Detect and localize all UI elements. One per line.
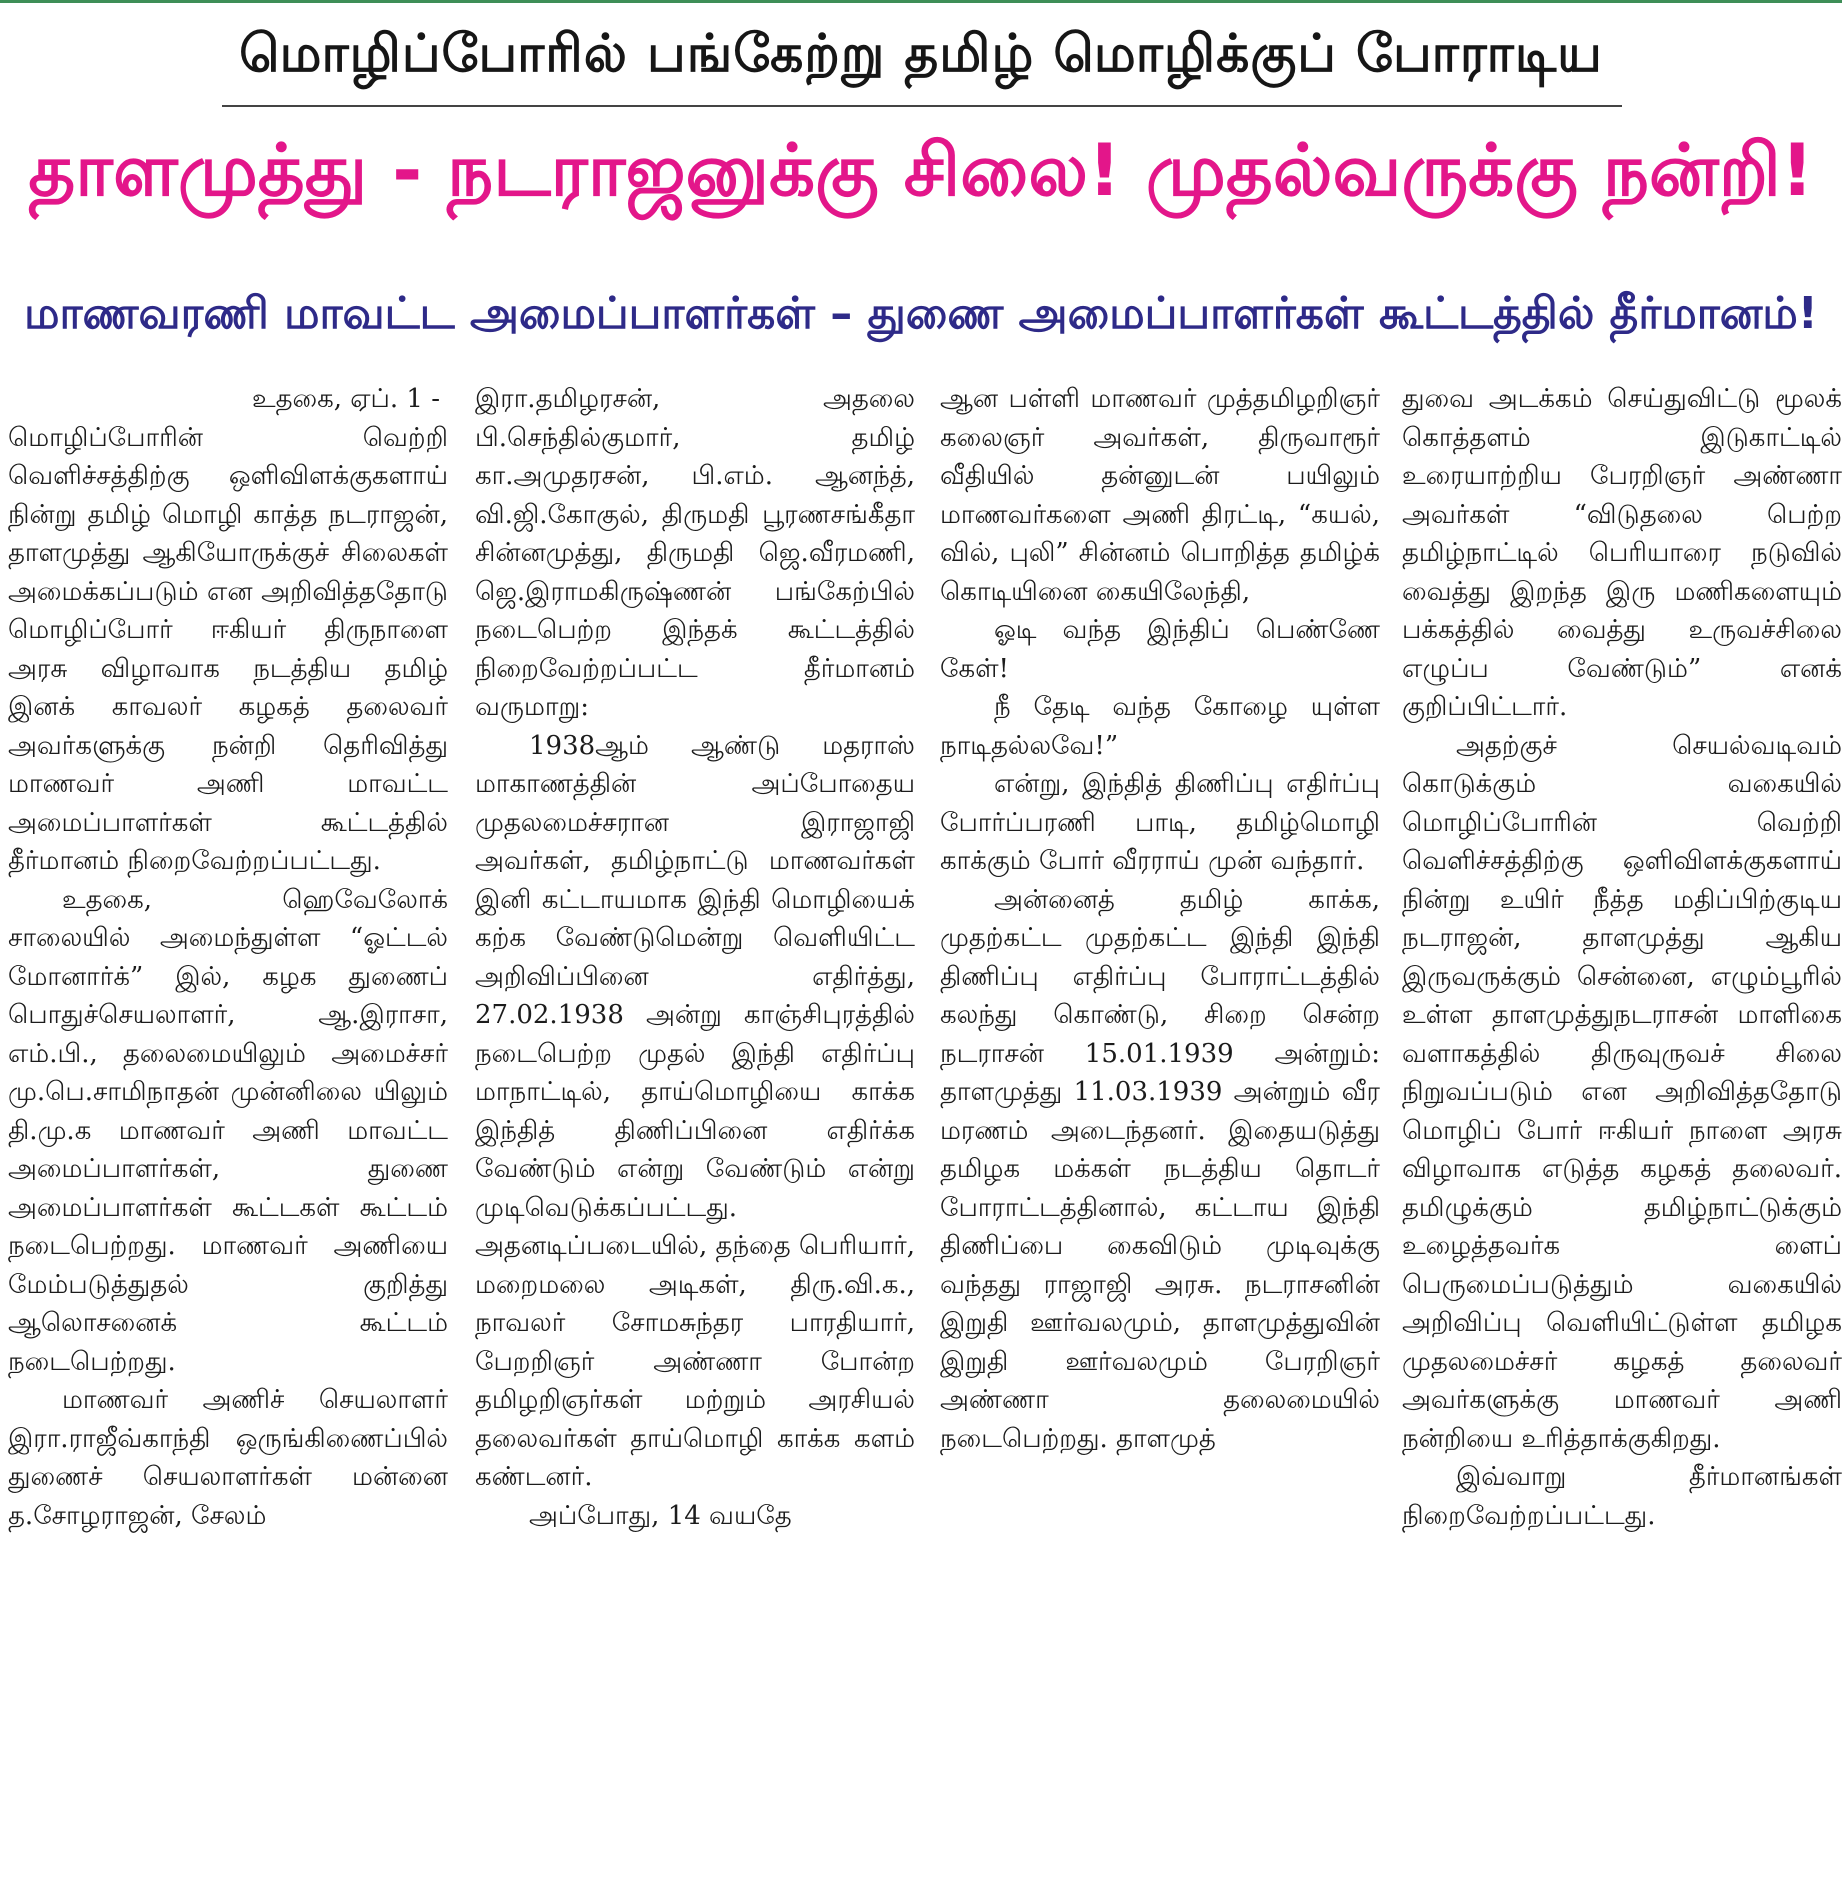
paragraph: மொழிப்போரின் வெற்றி வெளிச்சத்திற்கு ஒளிவிளக்குகளாய் நின்று தமிழ் மொழி காத்த நடராஜன், தாளமுத்து ஆகியோருக்குச் சிலைகள் அமைக்கப்படும் என அறிவித்ததோடு மொழிப்போர் ஈகியர் திருநாளை அரசு விழாவாக நடத்திய தமிழ் இனக் காவலர் கழகத் தலைவர் அவர்களுக்கு நன்றி தெரிவித்து மாணவர் அணி மாவட்ட அமைப்பாளர்கள் கூட்டத்தில் தீர்மானம் நிறைவேற்றப்பட்டது. — [8, 422, 448, 876]
paragraph: அன்னைத் தமிழ் காக்க, முதற்கட்ட முதற்கட்ட இந்தி இந்தி திணிப்பு எதிர்ப்பு போராட்டத்தில் கலந்து கொண்டு, சிறை சென்ற நடராசன் 15.01.1939 அன்றும்: தாளமுத்து 11.03.1939 அன்றும் வீர மரணம் அடைந்தனர். இதையடுத்து தமிழக மக்கள் நடத்திய தொடர் போராட்டத்தினால், கட்டாய இந்தி திணிப்பை கைவிடும் முடிவுக்கு வந்தது ராஜாஜி அரசு. நடராசனின் இறுதி ஊர்வலமும், தாளமுத்துவின் இறுதி ஊர்வலமும் பேரறிஞர் அண்ணா தலைமையில் நடைபெற்றது. தாளமுத் — [940, 884, 1380, 1454]
text-column-4 — [1402, 380, 1842, 1878]
text-column-2 — [475, 380, 915, 1878]
paragraph: 1938ஆம் ஆண்டு மதராஸ் மாகாணத்தின் அப்போதைய முதலமைச்சரான இராஜாஜி அவர்கள், தமிழ்நாட்டு மாணவர்கள் இனி கட்டாயமாக இந்தி மொழியைக் கற்க வேண்டுமென்று வெளியிட்ட அறிவிப்பினை எதிர்த்து, 27.02.1938 அன்று காஞ்சிபுரத்தில் நடைபெற்ற முதல் இந்தி எதிர்ப்பு மாநாட்டில், தாய்மொழியை காக்க இந்தித் திணிப்பினை எதிர்க்க வேண்டும் என்று வேண்டும் என்று முடிவெடுக்கப்பட்டது. அதனடிப்படையில், தந்தை பெரியார், மறைமலை அடிகள், திரு.வி.க., நாவலர் சோமசுந்தர பாரதியார், பேறறிஞர் அண்ணா போன்ற தமிழறிஞர்கள் மற்றும் அரசியல் தலைவர்கள் தாய்மொழி காக்க களம் கண்டனர். — [475, 730, 915, 1492]
paragraph: அப்போது, 14 வயதே — [529, 1500, 792, 1531]
text-column-1 — [8, 380, 448, 1878]
kicker-underline — [222, 105, 1622, 107]
paragraph: துவை அடக்கம் செய்துவிட்டு மூலக் கொத்தளம் இடுகாட்டில் உரையாற்றிய பேரறிஞர் அண்ணா அவர்கள் “விடுதலை பெற்ற தமிழ்நாட்டில் பெரியாரை நடுவில் வைத்து இறந்த இரு மணிகளையும் பக்கத்தில் வைத்து உருவச்சிலை எழுப்ப வேண்டும்” எனக் குறிப்பிட்டார். — [1402, 384, 1842, 722]
paragraph: ஓடி வந்த இந்திப் பெண்ணே கேள்! — [940, 615, 1380, 684]
paragraph: இவ்வாறு தீர்மானங்கள் நிறைவேற்றப்பட்டது. — [1402, 1462, 1842, 1531]
paragraph: உதகை, ஹெவேலோக் சாலையில் அமைந்துள்ள “ஓட்டல் மோனார்க்” இல், கழக துணைப் பொதுச்செயலாளர், ஆ.இராசா, எம்.பி., தலைமையிலும் அமைச்சர் மு.பெ.சாமிநாதன் முன்னிலை யிலும் தி.மு.க மாணவர் அணி மாவட்ட அமைப்பாளர்கள், துணை அமைப்பாளர்கள் கூட்டகள் கூட்டம் நடைபெற்றது. மாணவர் அணியை மேம்படுத்துதல் குறித்து ஆலொசனைக் கூட்டம் நடைபெற்றது. — [8, 884, 448, 1377]
paragraph: நீ தேடி வந்த கோழை யுள்ள நாடிதல்லவே!” — [940, 692, 1380, 761]
dateline: உதகை, ஏப். 1 - — [252, 384, 440, 414]
paragraph: என்று, இந்தித் திணிப்பு எதிர்ப்பு போர்ப்பரணி பாடி, தமிழ்மொழி காக்கும் போர் வீரராய் முன் வந்தார். — [940, 769, 1380, 876]
top-border-rule — [0, 0, 1842, 3]
paragraph: அதற்குச் செயல்வடிவம் கொடுக்கும் வகையில் மொழிப்போரின் வெற்றி வெளிச்சத்திற்கு ஒளிவிளக்குகளாய் நின்று உயிர் நீத்த மதிப்பிற்குடிய நடராஜன், தாளமுத்து ஆகிய இருவருக்கும் சென்னை, எழும்பூரில் உள்ள தாளமுத்துநடராசன் மாளிகை வளாகத்தில் திருவுருவச் சிலை நிறுவப்படும் என அறிவித்ததோடு மொழிப் போர் ஈகியர் நாளை அரசு விழாவாக எடுத்த கழகத் தலைவர். தமிழுக்கும் தமிழ்நாட்டுக்கும் உழைத்தவர்க ளைப் பெருமைப்படுத்தும் வகையில் அறிவிப்பு வெளியிட்டுள்ள தமிழக முதலமைச்சர் கழகத் தலைவர் அவர்களுக்கு மாணவர் அணி நன்றியை உரித்தாக்குகிறது. — [1402, 730, 1842, 1454]
text-column-3 — [940, 380, 1380, 1878]
paragraph: இரா.தமிழரசன், அதலை பி.செந்தில்குமார், தமிழ் கா.அமுதரசன், பி.எம். ஆனந்த், வி.ஜி.கோகுல், திருமதி பூரணசங்கீதா சின்னமுத்து, திருமதி ஜெ.வீரமணி, ஜெ.இராமகிருஷ்ணன் பங்கேற்பில் நடைபெற்ற இந்தக் கூட்டத்தில் நிறைவேற்றப்பட்ட தீர்மானம் வருமாறு: — [475, 384, 915, 722]
article-headline: தாளமுத்து - நடராஜனுக்கு சிலை! முதல்வருக்கு நன்றி! — [28, 128, 1814, 212]
paragraph: மாணவர் அணிச் செயலாளர் இரா.ராஜீவ்காந்தி ஒருங்கிணைப்பில் துணைச் செயலாளர்கள் மன்னை த.சோழராஜன், சேலம் — [8, 1385, 448, 1531]
article-subhead: மாணவரணி மாவட்ட அமைப்பாளர்கள் – துணை அமைப்பாளர்கள் கூட்டத்தில் தீர்மானம்! — [24, 288, 1818, 339]
article-kicker: மொழிப்போரில் பங்கேற்று தமிழ் மொழிக்குப் போராடிய — [239, 24, 1603, 84]
paragraph: ஆன பள்ளி மாணவர் முத்தமிழறிஞர் கலைஞர் அவர்கள், திருவாரூர் வீதியில் தன்னுடன் பயிலும் மாணவர்களை அணி திரட்டி, “கயல், வில், புலி” சின்னம் பொறித்த தமிழ்க் கொடியினை கையிலேந்தி, — [940, 384, 1380, 607]
